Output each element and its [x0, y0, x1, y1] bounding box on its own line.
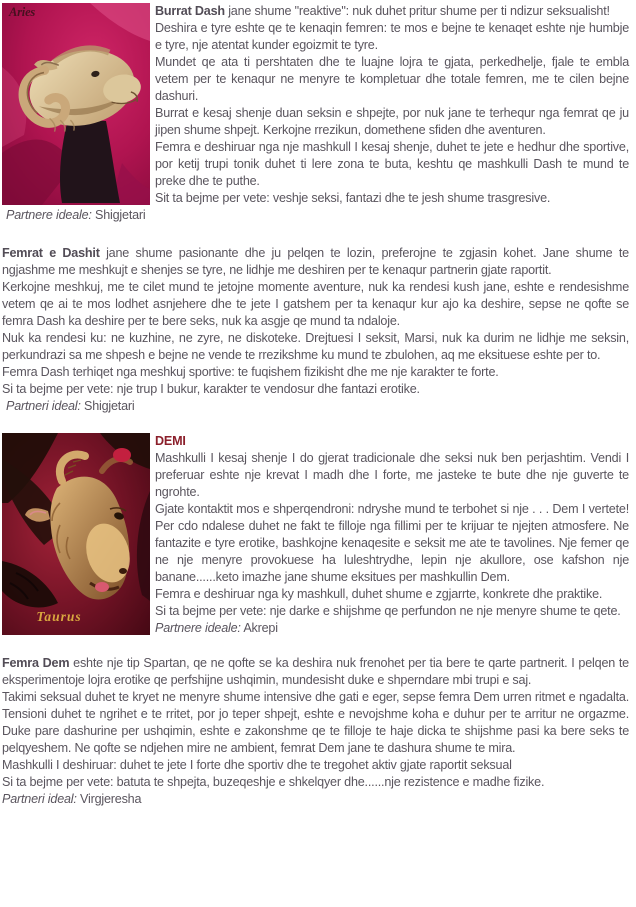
paragraph-text: jane shume pasionante dhe ju pelqen te lozin, preferojne te zgjasin kohet. Jane shume te ngjashme me meshkujt e shenjes se tyre, ne lidhje me deshiren per te kenaqur partnerin gjate raportit.: [2, 246, 629, 277]
bull-nostril: [119, 568, 127, 574]
paragraph-text: Sit ta bejme per vete: veshje seksi, fantazi dhe te jesh shume trasgresive.: [155, 191, 551, 205]
ideal-partner-line: [2, 207, 629, 224]
paragraph: [2, 381, 629, 398]
paragraph-text: Deshira e tyre eshte qe te kenaqin femren: te mos e bejne te kenaqet eshte nje humbje e tyre, nje atentat kunder egoizmit te tyre.: [155, 21, 629, 52]
italic-label: Partnere ideale:: [155, 621, 241, 635]
paragraph-text: Takimi seksual duhet te kryet ne menyre shume intensive dhe gati e eger, sepse femra Dem urren ritmet e ngadalta. Tensioni duhet te ngrihet e te rritet, por jo teper shpejt, eshte e nevojshme koha e duhur per te arritur ne orgazme. Duke pare dashurine per ushqimin, eshte e zakonshme qe te filloje te haje dicka te shijshme pasi ka bere seks te pelqyeshem. Ne qofte se ndjehen mire ne ambient, femrat Dem jane te dashura shume te mira.: [2, 690, 629, 755]
paragraph-text: Si ta bejme per vete: nje trup I bukur, karakter te vendosur dhe fantazi erotike.: [2, 382, 420, 396]
paragraph-text: Mundet qe ata ti pershtaten dhe te luajne lojra te gjata, perkedhelje, fjale te embla vetem per te kenaqur ne menyre te kompletuar dhe totale femren, me te cilen bejne dashuri.: [155, 55, 629, 103]
bold-lead: Femra Dem: [2, 656, 70, 670]
paragraph-text: Shigjetari: [80, 399, 135, 413]
bull-tongue: [95, 582, 109, 592]
paragraph-text: Nuk ka rendesi ku: ne kuzhine, ne zyre, ne diskoteke. Drejtuesi I seksit, Marsi, nuk ka durim ne lidhje me seksin, perkundrazi sa me shpesh e bejne ne vende te rrezikshme ku mund te zbulohen, aq me eksituese eshte per to.: [2, 331, 629, 362]
paragraph: [2, 757, 629, 774]
paragraph-text: Akrepi: [240, 621, 278, 635]
taurus-caption-label: Taurus: [36, 609, 82, 624]
section-aries-men: [2, 3, 629, 224]
demi-heading: DEMI: [155, 434, 186, 448]
paragraph: [2, 774, 629, 791]
paragraph-text: Virgjeresha: [76, 792, 142, 806]
bold-lead: Burrat Dash: [155, 4, 225, 18]
paragraph: [2, 245, 629, 279]
paragraph-text: Mashkulli I kesaj shenje I do gjerat tradicionale dhe seksi nuk ben perjashtim. Vendi I preferuar eshte nje krevat I madh dhe I forte, me jasteke te bute dhe nje guverte te ngrohte.: [155, 451, 629, 499]
italic-label: Partneri ideal:: [6, 399, 81, 413]
section-aries-women: [2, 245, 629, 415]
paragraph-text: jane shume "reaktive": nuk duhet pritur shume per ti ndizur seksualisht!: [224, 4, 610, 18]
taurus-image: [2, 433, 150, 635]
paragraph: [2, 279, 629, 330]
paragraph-text: Femra Dash terhiqet nga meshkuj sportive: te fuqishem fizikisht dhe me nje karakter te forte.: [2, 365, 499, 379]
paragraph-text: Burrat e kesaj shenje duan seksin e shpejte, por nuk jane te terhequr nga femrat qe ju jipen shume shpejt. Kerkojne rrezikun, domethene sfiden dhe aventuren.: [155, 106, 629, 137]
paragraph-text: Shigjetari: [91, 208, 146, 222]
red-tuft: [113, 448, 131, 462]
paragraph: [2, 655, 629, 689]
section-taurus-women: [2, 655, 629, 808]
paragraph-text: Mashkulli I deshiruar: duhet te jete I forte dhe sportiv dhe te tregohet aktiv gjate raportit seksual: [2, 758, 512, 772]
bold-lead: Femrat e Dashit: [2, 246, 100, 260]
ideal-partner-line: [2, 398, 629, 415]
italic-label: Partnere ideale:: [6, 208, 92, 222]
paragraph-text: Si ta bejme per vete: nje darke e shijshme qe perfundon ne nje menyre shume te qete.: [155, 604, 621, 618]
paragraph-text: Femra e deshiruar nga nje mashkull I kesaj shenje, duhet te jete e hedhur dhe sportive, por ketij trupi tonik duhet ti lere zona te buta, keshtu qe mashkulli Dash te mund te preke dhe te puthe.: [155, 140, 629, 188]
paragraph-text: Femra e deshiruar nga ky mashkull, duhet shume e zgjarrte, konkrete dhe praktike.: [155, 587, 603, 601]
ideal-partner-line: [2, 791, 629, 808]
paragraph-text: Gjate kontaktit mos e shperqendroni: ndryshe mund te terbohet si nje . . . Dem I vertete! Per cdo ndalese duhet ne fakt te filloje nga fillimi per te krijuar te njejten atmosfere. Ne fantazite e tyre erotike, bashkojne kenaqesite e seksit me ate te tavolines. Nje femer qe ne nje menyre provokuese ha luleshtrydhe, lepin nje akullore, ose kafshon nje banane......keto imazhe jane shume eksitues per mashkullin Dem.: [155, 502, 629, 584]
aries-ram-illustration: [2, 3, 150, 205]
aries-caption-label: Aries: [9, 5, 36, 19]
paragraph: [2, 364, 629, 381]
taurus-bull-illustration: [2, 433, 150, 635]
italic-label: Partneri ideal:: [2, 792, 77, 806]
paragraph: [2, 330, 629, 364]
paragraph-text: Kerkojne meshkuj, me te cilet mund te jetojne momente aventure, nuk ka rendesi kush jane, eshte e rendesishme vetem qe ai te mos lodhet asnjehere dhe te jete I gatshem per ta kenaqur kur ajo ka deshire, sepse ne qofte se femra Dash ka deshire per te bere seks, nuk ka asgje qe mund ta ndaloje.: [2, 280, 629, 328]
paragraph-text: Si ta bejme per vete: batuta te shpejta, buzeqeshje e shkelqyer dhe......nje rezistence e madhe fizike.: [2, 775, 545, 789]
section-taurus-men: [2, 433, 629, 637]
paragraph: [2, 689, 629, 757]
paragraph-text: eshte nje tip Spartan, qe ne qofte se ka deshira nuk frenohet per tia bere te qarte partnerit. I pelqen te eksperimentoje lojra erotike qe perfshijne ushqimin, mundesisht duke e shperndare mbi trupi e saj.: [2, 656, 629, 687]
aries-image: [2, 3, 150, 205]
